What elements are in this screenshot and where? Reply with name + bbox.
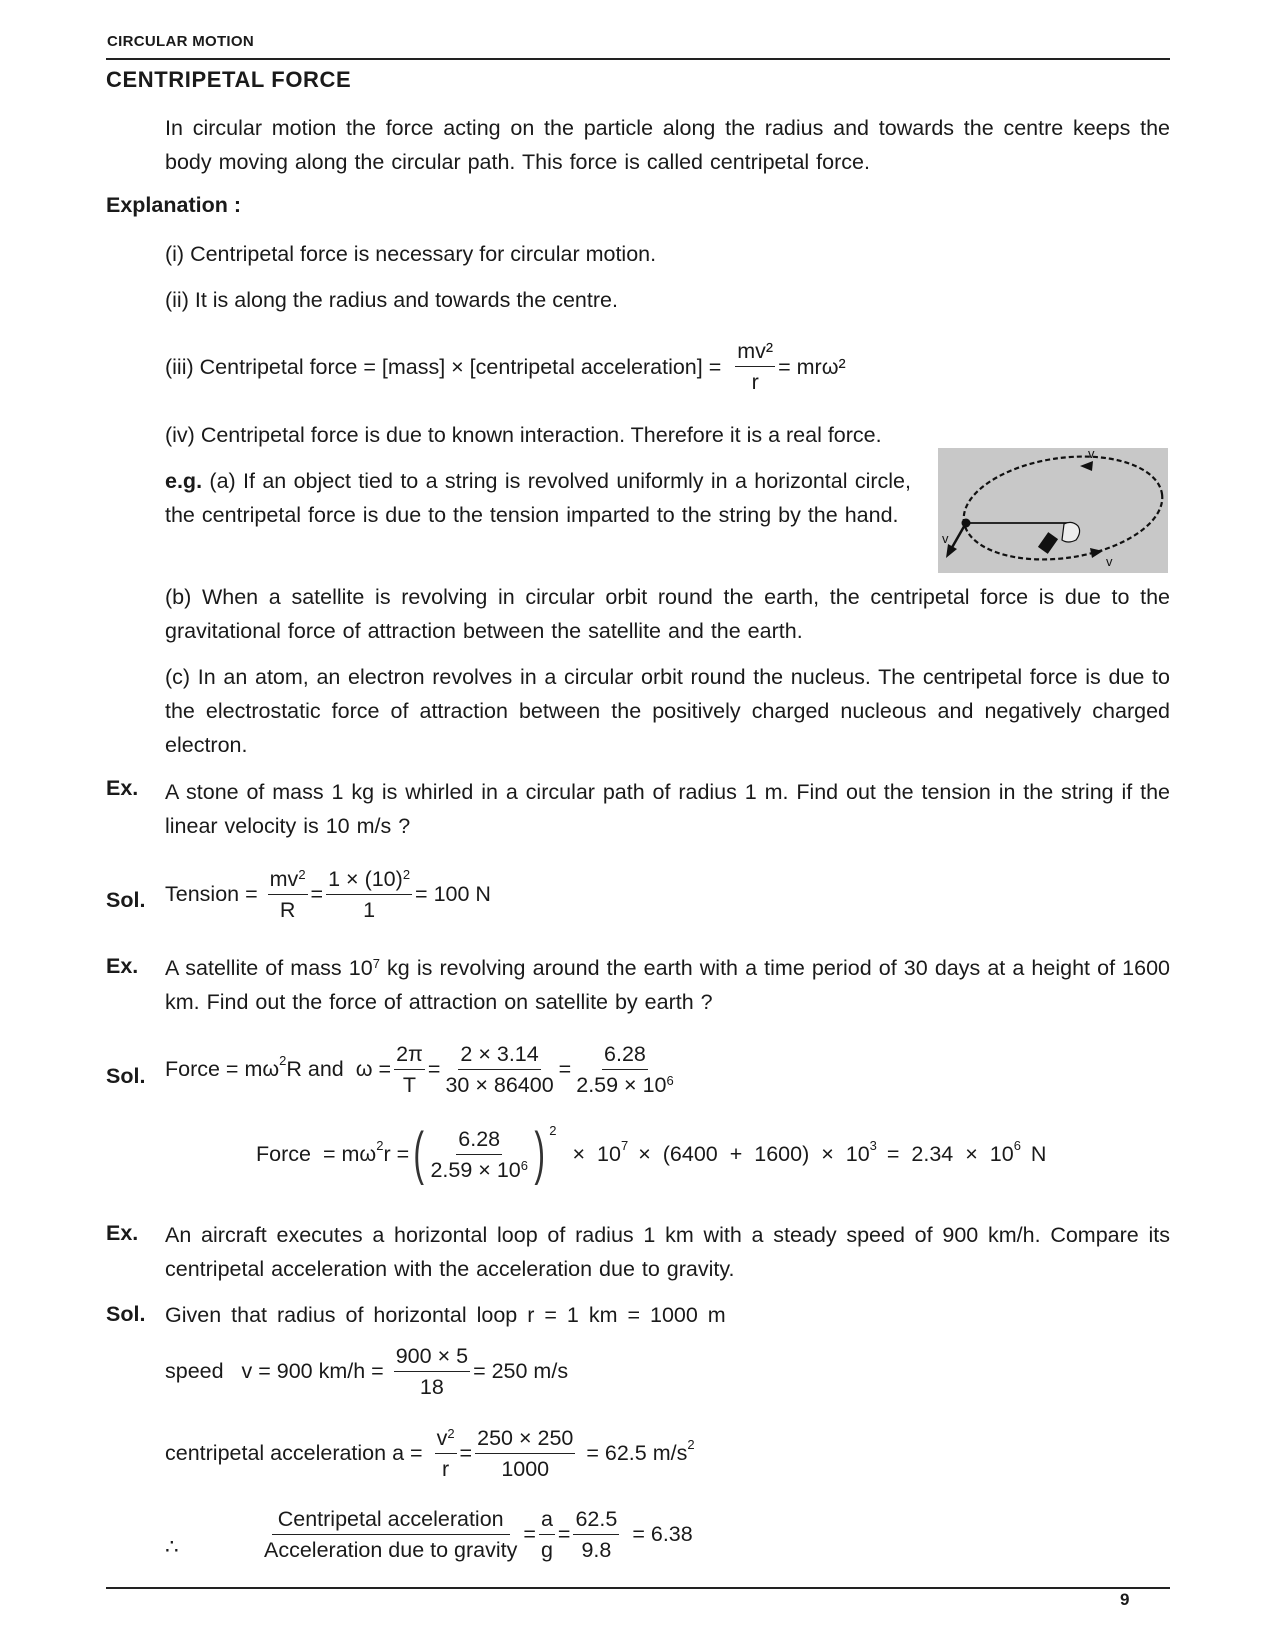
equals: = <box>427 1057 441 1081</box>
footer-rule <box>106 1587 1170 1589</box>
ratio3-den: 9.8 <box>581 1538 612 1562</box>
formula-numerator: mv² <box>735 338 775 367</box>
svg-text:v: v <box>1088 448 1095 461</box>
eg-label: e.g. <box>165 469 203 493</box>
sup: 6 <box>520 1157 528 1173</box>
running-header: CIRCULAR MOTION <box>107 33 254 50</box>
ex2-q-pre: A satellite of mass 10 <box>165 956 373 980</box>
acc-lhs: centripetal acceleration a = <box>165 1441 423 1465</box>
acc-f1-num: v <box>436 1426 448 1450</box>
formula-fraction <box>735 338 775 395</box>
sol1-f1-den: R <box>279 898 296 922</box>
ratio2-den: g <box>540 1538 553 1562</box>
force-t1: × 10 <box>572 1141 621 1166</box>
point-iii-text: (iii) Centripetal force = [mass] × [centripetal acceleration] = <box>165 354 722 379</box>
sup: 3 <box>869 1137 877 1153</box>
ratio-frac <box>258 1506 523 1563</box>
formula-denominator: r <box>751 370 759 394</box>
force-frac <box>428 1126 530 1183</box>
sol2-f2-num: 2 × 3.14 <box>458 1041 540 1070</box>
formula-rhs: = mrω² <box>778 354 846 379</box>
ratio-line <box>258 1506 693 1563</box>
sol2-frac2 <box>443 1041 555 1098</box>
force-lhs-post: r = <box>383 1141 410 1166</box>
ratio3-num: 62.5 <box>573 1506 619 1535</box>
force-t2: × (6400 + 1600) × 10 <box>638 1141 870 1166</box>
equals: = <box>558 1057 572 1081</box>
acc-f1-den: r <box>441 1457 450 1481</box>
force-frac-num: 6.28 <box>456 1126 502 1155</box>
sup: 7 <box>620 1137 629 1153</box>
sup: 2 <box>447 1426 455 1441</box>
speed-den: 18 <box>419 1375 444 1399</box>
ex3-question: An aircraft executes a horizontal loop of radius 1 km with a steady speed of 900 km/h. Compare its centripetal acceleration with the acceleration due to gravity. <box>165 1223 1170 1281</box>
equals: = <box>523 1522 536 1546</box>
sol1-f2-den: 1 <box>363 898 376 922</box>
acc-f2-den: 1000 <box>501 1457 550 1481</box>
sup: 7 <box>372 956 380 971</box>
ex1-question: A stone of mass 1 kg is whirled in a circular path of radius 1 m. Find out the tension in the string if the linear velocity is 10 m/s ? <box>165 780 1170 838</box>
point-i: (i) Centripetal force is necessary for circular motion. <box>165 242 657 266</box>
force-label: Force <box>256 1141 311 1166</box>
intro-paragraph: In circular motion the force acting on the particle along the radius and towards the centre keeps the body moving along the circular path. This force is called centripetal force. <box>165 116 1170 174</box>
ratio-frac3 <box>573 1506 619 1563</box>
sol2-label: Sol. <box>106 1064 146 1088</box>
sol1-result: = 100 N <box>415 882 491 906</box>
omega-eq: ω = <box>355 1057 392 1081</box>
therefore-symbol: ∴ <box>165 1535 179 1559</box>
point-iii <box>165 338 846 395</box>
ex1-label: Ex. <box>106 776 139 800</box>
sup: 6 <box>666 1073 674 1088</box>
sol2-frac3 <box>574 1041 676 1098</box>
sol2-frac1 <box>394 1041 425 1098</box>
sol2-equation <box>165 1041 679 1098</box>
ratio-frac2 <box>539 1506 555 1563</box>
ex2-question <box>165 951 1170 1019</box>
sup: 2 <box>549 1123 557 1138</box>
acc-f2-num: 250 × 250 <box>475 1425 575 1454</box>
speed-num: 900 × 5 <box>394 1343 470 1372</box>
force-frac-den: 2.59 × 10 <box>430 1157 521 1182</box>
sol1-lhs: Tension = <box>165 882 258 906</box>
example-c: (c) In an atom, an electron revolves in a circular orbit round the nucleus. The centripetal force is due to the electrostatic force of attraction between the positively charged nucleous and negatively charged electron. <box>165 665 1170 757</box>
acc-rhs: = 62.5 m/s <box>586 1441 688 1465</box>
acc-line <box>165 1425 695 1482</box>
sup: 2 <box>376 1137 384 1153</box>
sol1-f2-num: 1 × (10) <box>328 867 403 891</box>
ratio-rhs: = 6.38 <box>632 1522 693 1546</box>
speed-line <box>165 1343 568 1400</box>
ex3-label: Ex. <box>106 1221 139 1245</box>
explanation-heading: Explanation : <box>106 193 241 217</box>
sol2-f2-den: 30 × 86400 <box>445 1073 554 1097</box>
eg-a-text: (a) If an object tied to a string is revolved uniformly in a horizontal circle, the centripetal force is due to the tension imparted to the string by the hand. <box>165 469 911 527</box>
right-paren: ) <box>534 1121 545 1186</box>
sup: 2 <box>279 1053 287 1068</box>
sol1-frac2 <box>326 866 412 923</box>
acc-frac1 <box>435 1425 457 1482</box>
ratio-num: Centripetal acceleration <box>272 1506 510 1535</box>
header-rule <box>106 58 1170 60</box>
speed-rhs: = 250 m/s <box>473 1359 569 1383</box>
left-paren: ( <box>413 1121 425 1186</box>
sol3-given: Given that radius of horizontal loop r = 1 km = 1000 m <box>165 1303 726 1327</box>
ex2-label: Ex. <box>106 954 139 978</box>
sol1-f1-num: mv <box>269 867 299 891</box>
section-title: CENTRIPETAL FORCE <box>106 67 352 92</box>
sup: 2 <box>298 867 306 882</box>
sol1-label: Sol. <box>106 888 146 912</box>
sup: 2 <box>687 1437 695 1452</box>
ratio-den: Acceleration due to gravity <box>264 1538 518 1562</box>
force-t3: = 2.34 × 10 <box>886 1141 1014 1166</box>
page-number: 9 <box>1120 1590 1130 1609</box>
sol2-f1-den: T <box>402 1073 417 1097</box>
sup: 2 <box>402 867 411 882</box>
sup: 6 <box>1013 1137 1021 1153</box>
sol2-f1-num: 2π <box>394 1041 425 1070</box>
sol2-lhs-pre: Force = mω <box>165 1057 280 1081</box>
sol1-frac1 <box>268 866 308 923</box>
whirling-string-figure <box>938 448 1168 573</box>
equals: = <box>310 882 324 906</box>
sol1-equation <box>165 866 491 923</box>
sol2-f3-num: 6.28 <box>602 1041 648 1070</box>
force-line <box>256 1121 1047 1186</box>
ex2-q-post: kg is revolving around the earth with a time period of 30 days at a height of 1600 km. Find out the force of attraction on satellite by earth ? <box>165 956 1170 1014</box>
svg-text:v: v <box>1106 554 1113 569</box>
acc-frac2 <box>475 1425 575 1482</box>
point-ii: (ii) It is along the radius and towards the centre. <box>165 288 618 312</box>
speed-frac <box>394 1343 470 1400</box>
sol2-f3-den: 2.59 × 10 <box>576 1073 667 1097</box>
speed-lhs: speed v = 900 km/h = <box>165 1359 384 1383</box>
equals: = <box>459 1441 473 1465</box>
sol2-lhs-post: R and <box>286 1057 344 1081</box>
example-a <box>165 464 911 532</box>
ratio2-num: a <box>539 1506 555 1535</box>
equals: = <box>557 1522 571 1546</box>
orbit-diagram-icon <box>938 448 1168 573</box>
force-lhs-pre: = mω <box>322 1141 377 1166</box>
sol3-label: Sol. <box>106 1302 146 1326</box>
point-iv: (iv) Centripetal force is due to known interaction. Therefore it is a real force. <box>165 423 882 447</box>
example-b: (b) When a satellite is revolving in circular orbit round the earth, the centripetal force is due to the gravitational force of attraction between the satellite and the earth. <box>165 585 1170 643</box>
svg-text:v: v <box>942 531 949 546</box>
force-unit: N <box>1030 1141 1047 1166</box>
sol2-lhs <box>165 1053 344 1082</box>
